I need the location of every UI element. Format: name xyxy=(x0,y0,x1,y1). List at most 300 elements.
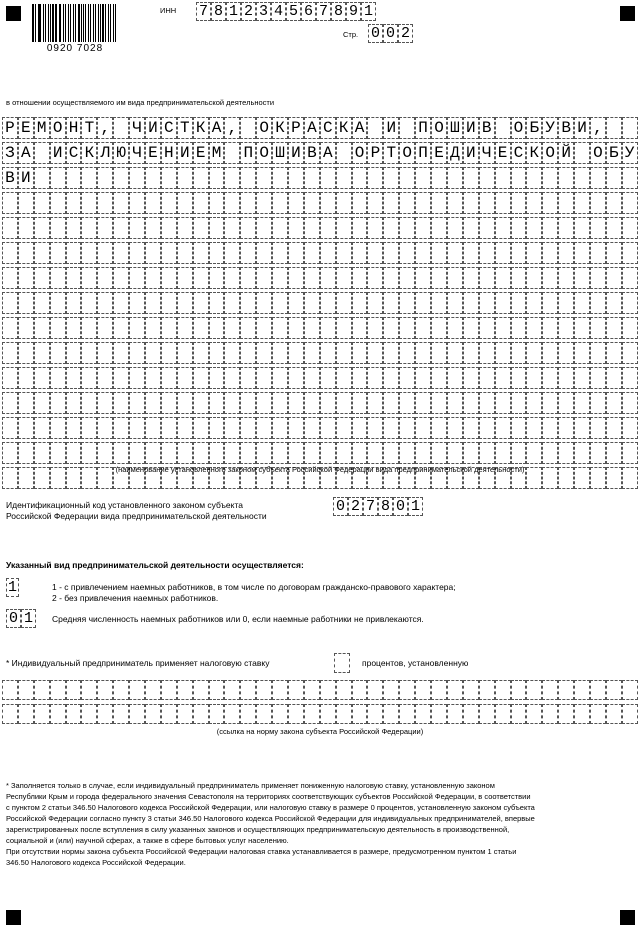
activity-char-cell[interactable] xyxy=(367,267,383,289)
activity-char-cell[interactable] xyxy=(590,217,606,239)
activity-char-cell[interactable] xyxy=(320,442,336,464)
activity-char-cell[interactable] xyxy=(479,317,495,339)
activity-char-cell[interactable]: Ч xyxy=(129,142,145,164)
law-reference-char-cell[interactable] xyxy=(463,704,479,724)
activity-char-cell[interactable] xyxy=(399,167,415,189)
law-reference-char-cell[interactable] xyxy=(606,680,622,700)
activity-char-cell[interactable] xyxy=(447,192,463,214)
activity-char-cell[interactable] xyxy=(336,242,352,264)
activity-char-cell[interactable] xyxy=(304,342,320,364)
activity-char-cell[interactable] xyxy=(177,367,193,389)
activity-char-cell[interactable] xyxy=(336,317,352,339)
activity-line[interactable] xyxy=(2,342,638,367)
activity-char-cell[interactable] xyxy=(336,392,352,414)
activity-char-cell[interactable] xyxy=(542,417,558,439)
activity-char-cell[interactable] xyxy=(34,267,50,289)
activity-char-cell[interactable] xyxy=(622,217,638,239)
activity-char-cell[interactable]: Е xyxy=(193,142,209,164)
activity-char-cell[interactable] xyxy=(113,392,129,414)
activity-char-cell[interactable] xyxy=(50,267,66,289)
activity-line[interactable] xyxy=(2,192,638,217)
activity-char-cell[interactable] xyxy=(2,192,18,214)
activity-char-cell[interactable] xyxy=(145,417,161,439)
law-reference-char-cell[interactable] xyxy=(34,704,50,724)
law-reference-char-cell[interactable] xyxy=(2,704,18,724)
activity-char-cell[interactable] xyxy=(431,167,447,189)
activity-char-cell[interactable] xyxy=(97,367,113,389)
activity-char-cell[interactable] xyxy=(399,367,415,389)
law-reference-char-cell[interactable] xyxy=(511,680,527,700)
law-reference-char-cell[interactable] xyxy=(526,704,542,724)
activity-char-cell[interactable]: З xyxy=(2,142,18,164)
activity-char-cell[interactable]: Е xyxy=(495,142,511,164)
page-number-field[interactable] xyxy=(368,24,413,43)
law-reference-char-cell[interactable] xyxy=(240,704,256,724)
activity-char-cell[interactable]: Й xyxy=(558,142,574,164)
activity-char-cell[interactable] xyxy=(81,367,97,389)
activity-char-cell[interactable] xyxy=(415,392,431,414)
law-reference-char-cell[interactable] xyxy=(81,704,97,724)
law-reference-char-cell[interactable] xyxy=(272,704,288,724)
activity-char-cell[interactable] xyxy=(34,142,50,164)
activity-char-cell[interactable] xyxy=(193,342,209,364)
activity-char-cell[interactable] xyxy=(511,342,527,364)
activity-char-cell[interactable] xyxy=(606,167,622,189)
activity-char-cell[interactable] xyxy=(209,367,225,389)
activity-char-cell[interactable] xyxy=(129,442,145,464)
activity-char-cell[interactable] xyxy=(352,192,368,214)
activity-char-cell[interactable] xyxy=(320,392,336,414)
activity-char-cell[interactable] xyxy=(590,342,606,364)
activity-char-cell[interactable] xyxy=(66,317,82,339)
code-digit-cell[interactable]: 0 xyxy=(333,497,348,516)
activity-char-cell[interactable]: Т xyxy=(81,117,97,139)
activity-char-cell[interactable] xyxy=(431,417,447,439)
activity-char-cell[interactable] xyxy=(177,242,193,264)
law-reference-char-cell[interactable] xyxy=(352,680,368,700)
activity-char-cell[interactable] xyxy=(161,167,177,189)
activity-char-cell[interactable] xyxy=(66,192,82,214)
activity-char-cell[interactable] xyxy=(320,417,336,439)
activity-char-cell[interactable] xyxy=(240,192,256,214)
activity-code-field[interactable] xyxy=(333,497,423,516)
activity-char-cell[interactable] xyxy=(97,267,113,289)
activity-char-cell[interactable] xyxy=(240,217,256,239)
activity-char-cell[interactable] xyxy=(431,442,447,464)
activity-char-cell[interactable] xyxy=(97,217,113,239)
activity-char-cell[interactable] xyxy=(415,242,431,264)
activity-char-cell[interactable] xyxy=(272,417,288,439)
activity-char-cell[interactable] xyxy=(495,417,511,439)
activity-char-cell[interactable] xyxy=(193,217,209,239)
activity-char-cell[interactable] xyxy=(18,442,34,464)
activity-char-cell[interactable] xyxy=(463,217,479,239)
activity-char-cell[interactable] xyxy=(272,292,288,314)
activity-char-cell[interactable] xyxy=(622,292,638,314)
activity-char-cell[interactable] xyxy=(542,442,558,464)
tax-rate-field[interactable] xyxy=(334,653,350,673)
activity-char-cell[interactable]: , xyxy=(224,117,240,139)
activity-char-cell[interactable] xyxy=(415,317,431,339)
activity-char-cell[interactable] xyxy=(574,392,590,414)
activity-char-cell[interactable] xyxy=(590,242,606,264)
law-reference-char-cell[interactable] xyxy=(336,680,352,700)
activity-char-cell[interactable] xyxy=(304,417,320,439)
activity-char-cell[interactable] xyxy=(288,342,304,364)
activity-char-cell[interactable] xyxy=(320,342,336,364)
activity-char-cell[interactable] xyxy=(367,317,383,339)
activity-char-cell[interactable] xyxy=(336,192,352,214)
activity-char-cell[interactable] xyxy=(177,267,193,289)
activity-char-cell[interactable] xyxy=(352,217,368,239)
activity-char-cell[interactable] xyxy=(193,317,209,339)
activity-line[interactable] xyxy=(2,442,638,467)
activity-char-cell[interactable] xyxy=(495,267,511,289)
law-reference-char-cell[interactable] xyxy=(479,704,495,724)
activity-char-cell[interactable] xyxy=(367,167,383,189)
inn-digit-cell[interactable]: 4 xyxy=(271,2,286,21)
activity-char-cell[interactable] xyxy=(352,242,368,264)
activity-char-cell[interactable] xyxy=(66,442,82,464)
activity-char-cell[interactable] xyxy=(50,167,66,189)
law-reference-char-cell[interactable] xyxy=(383,680,399,700)
activity-char-cell[interactable] xyxy=(304,192,320,214)
activity-char-cell[interactable] xyxy=(145,267,161,289)
inn-digit-cell[interactable]: 3 xyxy=(256,2,271,21)
activity-char-cell[interactable] xyxy=(495,367,511,389)
activity-char-cell[interactable] xyxy=(479,367,495,389)
activity-char-cell[interactable] xyxy=(606,392,622,414)
activity-line[interactable] xyxy=(2,392,638,417)
activity-char-cell[interactable] xyxy=(288,217,304,239)
law-reference-char-cell[interactable] xyxy=(495,704,511,724)
activity-char-cell[interactable] xyxy=(209,292,225,314)
activity-char-cell[interactable]: О xyxy=(590,142,606,164)
activity-char-cell[interactable]: О xyxy=(431,117,447,139)
activity-char-cell[interactable] xyxy=(574,267,590,289)
activity-char-cell[interactable] xyxy=(542,242,558,264)
law-reference-char-cell[interactable] xyxy=(177,704,193,724)
activity-char-cell[interactable] xyxy=(304,267,320,289)
activity-char-cell[interactable] xyxy=(50,367,66,389)
activity-char-cell[interactable] xyxy=(352,367,368,389)
law-reference-char-cell[interactable] xyxy=(542,704,558,724)
activity-char-cell[interactable] xyxy=(590,392,606,414)
activity-char-cell[interactable]: А xyxy=(352,117,368,139)
activity-char-cell[interactable] xyxy=(113,417,129,439)
activity-char-cell[interactable] xyxy=(224,192,240,214)
activity-char-cell[interactable] xyxy=(383,417,399,439)
activity-char-cell[interactable] xyxy=(463,292,479,314)
activity-char-cell[interactable] xyxy=(224,142,240,164)
activity-line[interactable] xyxy=(2,317,638,342)
activity-char-cell[interactable] xyxy=(447,417,463,439)
activity-char-cell[interactable] xyxy=(511,392,527,414)
activity-char-cell[interactable] xyxy=(240,442,256,464)
activity-char-cell[interactable] xyxy=(431,192,447,214)
activity-char-cell[interactable] xyxy=(81,342,97,364)
activity-char-cell[interactable] xyxy=(256,392,272,414)
activity-char-cell[interactable] xyxy=(50,217,66,239)
activity-char-cell[interactable] xyxy=(97,442,113,464)
page-digit-cell[interactable]: 2 xyxy=(398,24,413,43)
activity-char-cell[interactable] xyxy=(129,217,145,239)
law-reference-char-cell[interactable] xyxy=(50,680,66,700)
activity-char-cell[interactable]: О xyxy=(511,117,527,139)
activity-char-cell[interactable] xyxy=(447,292,463,314)
workers-mode-cell[interactable]: 1 xyxy=(7,579,17,596)
activity-char-cell[interactable] xyxy=(622,392,638,414)
activity-char-cell[interactable] xyxy=(542,317,558,339)
law-reference-char-cell[interactable] xyxy=(145,680,161,700)
activity-char-cell[interactable] xyxy=(415,367,431,389)
activity-char-cell[interactable] xyxy=(97,392,113,414)
activity-char-cell[interactable] xyxy=(367,292,383,314)
law-reference-char-cell[interactable] xyxy=(574,704,590,724)
code-digit-cell[interactable]: 1 xyxy=(408,497,423,516)
activity-char-cell[interactable] xyxy=(304,442,320,464)
activity-char-cell[interactable] xyxy=(129,292,145,314)
activity-char-cell[interactable] xyxy=(447,242,463,264)
activity-char-cell[interactable]: С xyxy=(320,117,336,139)
activity-char-cell[interactable] xyxy=(240,242,256,264)
activity-char-cell[interactable] xyxy=(145,242,161,264)
activity-char-cell[interactable] xyxy=(193,167,209,189)
activity-char-cell[interactable] xyxy=(129,392,145,414)
activity-char-cell[interactable] xyxy=(574,142,590,164)
activity-char-cell[interactable] xyxy=(161,267,177,289)
law-reference-char-cell[interactable] xyxy=(495,680,511,700)
activity-char-cell[interactable] xyxy=(542,367,558,389)
activity-char-cell[interactable] xyxy=(272,242,288,264)
inn-digit-cell[interactable]: 1 xyxy=(226,2,241,21)
activity-char-cell[interactable] xyxy=(193,242,209,264)
activity-char-cell[interactable] xyxy=(352,392,368,414)
activity-char-cell[interactable] xyxy=(34,192,50,214)
activity-char-cell[interactable] xyxy=(415,267,431,289)
law-reference-char-cell[interactable] xyxy=(34,680,50,700)
activity-char-cell[interactable] xyxy=(177,392,193,414)
law-reference-char-cell[interactable] xyxy=(240,680,256,700)
activity-char-cell[interactable] xyxy=(511,167,527,189)
inn-digit-cell[interactable]: 7 xyxy=(196,2,211,21)
activity-char-cell[interactable] xyxy=(367,117,383,139)
activity-char-cell[interactable] xyxy=(272,317,288,339)
activity-char-cell[interactable] xyxy=(288,267,304,289)
law-reference-char-cell[interactable] xyxy=(272,680,288,700)
activity-char-cell[interactable] xyxy=(209,267,225,289)
activity-char-cell[interactable] xyxy=(622,442,638,464)
activity-char-cell[interactable] xyxy=(145,167,161,189)
activity-char-cell[interactable] xyxy=(431,267,447,289)
activity-char-cell[interactable] xyxy=(479,392,495,414)
activity-char-cell[interactable] xyxy=(193,442,209,464)
activity-char-cell[interactable] xyxy=(113,317,129,339)
law-reference-line[interactable] xyxy=(2,680,638,704)
activity-char-cell[interactable] xyxy=(66,367,82,389)
activity-char-cell[interactable] xyxy=(606,217,622,239)
activity-char-cell[interactable] xyxy=(272,167,288,189)
activity-line[interactable] xyxy=(2,242,638,267)
activity-char-cell[interactable] xyxy=(97,192,113,214)
law-reference-char-cell[interactable] xyxy=(2,680,18,700)
activity-char-cell[interactable] xyxy=(367,392,383,414)
activity-char-cell[interactable] xyxy=(542,267,558,289)
activity-char-cell[interactable] xyxy=(145,292,161,314)
activity-char-cell[interactable] xyxy=(463,417,479,439)
activity-char-cell[interactable] xyxy=(209,442,225,464)
law-reference-char-cell[interactable] xyxy=(288,680,304,700)
activity-char-cell[interactable] xyxy=(495,317,511,339)
activity-char-cell[interactable] xyxy=(526,292,542,314)
activity-char-cell[interactable] xyxy=(209,217,225,239)
activity-char-cell[interactable] xyxy=(2,342,18,364)
activity-char-cell[interactable] xyxy=(479,417,495,439)
activity-char-cell[interactable] xyxy=(431,292,447,314)
activity-line[interactable] xyxy=(2,117,638,142)
activity-char-cell[interactable] xyxy=(2,242,18,264)
activity-char-cell[interactable] xyxy=(145,217,161,239)
activity-char-cell[interactable] xyxy=(97,417,113,439)
activity-char-cell[interactable] xyxy=(622,242,638,264)
activity-char-cell[interactable] xyxy=(367,192,383,214)
activity-char-cell[interactable] xyxy=(463,367,479,389)
activity-char-cell[interactable] xyxy=(66,242,82,264)
law-reference-char-cell[interactable] xyxy=(526,680,542,700)
activity-char-cell[interactable]: Р xyxy=(288,117,304,139)
activity-char-cell[interactable] xyxy=(352,167,368,189)
activity-char-cell[interactable] xyxy=(50,292,66,314)
activity-char-cell[interactable] xyxy=(288,367,304,389)
activity-char-cell[interactable] xyxy=(2,317,18,339)
activity-char-cell[interactable] xyxy=(495,117,511,139)
activity-char-cell[interactable] xyxy=(590,292,606,314)
activity-char-cell[interactable] xyxy=(479,167,495,189)
activity-char-cell[interactable] xyxy=(97,242,113,264)
activity-char-cell[interactable]: И xyxy=(288,142,304,164)
law-reference-char-cell[interactable] xyxy=(177,680,193,700)
activity-char-cell[interactable] xyxy=(463,342,479,364)
activity-char-cell[interactable] xyxy=(606,192,622,214)
activity-char-cell[interactable]: К xyxy=(81,142,97,164)
activity-char-cell[interactable] xyxy=(50,242,66,264)
activity-char-cell[interactable] xyxy=(66,267,82,289)
activity-char-cell[interactable] xyxy=(145,342,161,364)
activity-char-cell[interactable] xyxy=(209,192,225,214)
activity-char-cell[interactable] xyxy=(399,117,415,139)
activity-char-cell[interactable] xyxy=(177,342,193,364)
activity-char-cell[interactable] xyxy=(352,417,368,439)
activity-char-cell[interactable] xyxy=(336,142,352,164)
activity-char-cell[interactable] xyxy=(224,367,240,389)
inn-digit-cell[interactable]: 5 xyxy=(286,2,301,21)
activity-char-cell[interactable] xyxy=(129,317,145,339)
activity-char-cell[interactable]: И xyxy=(383,117,399,139)
activity-char-cell[interactable] xyxy=(240,117,256,139)
activity-char-cell[interactable] xyxy=(415,292,431,314)
activity-char-cell[interactable] xyxy=(415,192,431,214)
activity-char-cell[interactable] xyxy=(288,417,304,439)
law-reference-char-cell[interactable] xyxy=(415,680,431,700)
activity-char-cell[interactable] xyxy=(447,217,463,239)
activity-char-cell[interactable] xyxy=(320,167,336,189)
activity-char-cell[interactable] xyxy=(574,442,590,464)
law-reference-char-cell[interactable] xyxy=(479,680,495,700)
average-workers-digit-cell[interactable]: 0 xyxy=(6,609,21,628)
activity-char-cell[interactable] xyxy=(97,317,113,339)
activity-char-cell[interactable] xyxy=(431,367,447,389)
activity-char-cell[interactable] xyxy=(558,217,574,239)
activity-char-cell[interactable] xyxy=(479,442,495,464)
activity-char-cell[interactable]: И xyxy=(463,142,479,164)
activity-char-cell[interactable]: И xyxy=(145,117,161,139)
law-reference-char-cell[interactable] xyxy=(447,704,463,724)
activity-char-cell[interactable] xyxy=(383,392,399,414)
activity-char-cell[interactable] xyxy=(622,367,638,389)
activity-char-cell[interactable] xyxy=(288,442,304,464)
activity-char-cell[interactable]: Б xyxy=(606,142,622,164)
activity-char-cell[interactable] xyxy=(399,267,415,289)
inn-field[interactable] xyxy=(196,2,376,21)
activity-char-cell[interactable] xyxy=(224,342,240,364)
inn-digit-cell[interactable]: 6 xyxy=(301,2,316,21)
activity-char-cell[interactable] xyxy=(399,292,415,314)
activity-char-cell[interactable] xyxy=(113,342,129,364)
activity-char-cell[interactable] xyxy=(399,342,415,364)
activity-char-cell[interactable] xyxy=(320,192,336,214)
activity-char-cell[interactable] xyxy=(34,442,50,464)
activity-char-cell[interactable] xyxy=(526,192,542,214)
activity-char-cell[interactable] xyxy=(145,367,161,389)
activity-char-cell[interactable] xyxy=(526,267,542,289)
law-reference-char-cell[interactable] xyxy=(145,704,161,724)
activity-char-cell[interactable]: В xyxy=(304,142,320,164)
activity-char-cell[interactable] xyxy=(81,217,97,239)
activity-char-cell[interactable] xyxy=(161,292,177,314)
activity-char-cell[interactable] xyxy=(431,217,447,239)
activity-char-cell[interactable] xyxy=(113,217,129,239)
activity-char-cell[interactable] xyxy=(511,292,527,314)
activity-char-cell[interactable] xyxy=(66,167,82,189)
activity-char-cell[interactable] xyxy=(574,417,590,439)
activity-char-cell[interactable] xyxy=(495,192,511,214)
activity-char-cell[interactable] xyxy=(34,367,50,389)
activity-char-cell[interactable] xyxy=(240,267,256,289)
activity-char-cell[interactable] xyxy=(558,392,574,414)
activity-char-cell[interactable]: Н xyxy=(66,117,82,139)
activity-char-cell[interactable]: К xyxy=(336,117,352,139)
activity-char-cell[interactable] xyxy=(511,217,527,239)
activity-char-cell[interactable] xyxy=(288,167,304,189)
activity-char-cell[interactable] xyxy=(447,367,463,389)
activity-char-cell[interactable]: Д xyxy=(447,142,463,164)
activity-char-cell[interactable] xyxy=(209,417,225,439)
activity-char-cell[interactable] xyxy=(415,442,431,464)
activity-char-cell[interactable] xyxy=(304,317,320,339)
activity-char-cell[interactable]: Ш xyxy=(447,117,463,139)
activity-line[interactable] xyxy=(2,267,638,292)
activity-char-cell[interactable] xyxy=(113,267,129,289)
inn-digit-cell[interactable]: 8 xyxy=(331,2,346,21)
activity-char-cell[interactable] xyxy=(383,442,399,464)
activity-char-cell[interactable] xyxy=(256,217,272,239)
activity-char-cell[interactable] xyxy=(129,242,145,264)
activity-char-cell[interactable] xyxy=(590,442,606,464)
activity-char-cell[interactable] xyxy=(224,217,240,239)
page-digit-cell[interactable]: 0 xyxy=(383,24,398,43)
law-reference-char-cell[interactable] xyxy=(81,680,97,700)
activity-char-cell[interactable] xyxy=(526,317,542,339)
